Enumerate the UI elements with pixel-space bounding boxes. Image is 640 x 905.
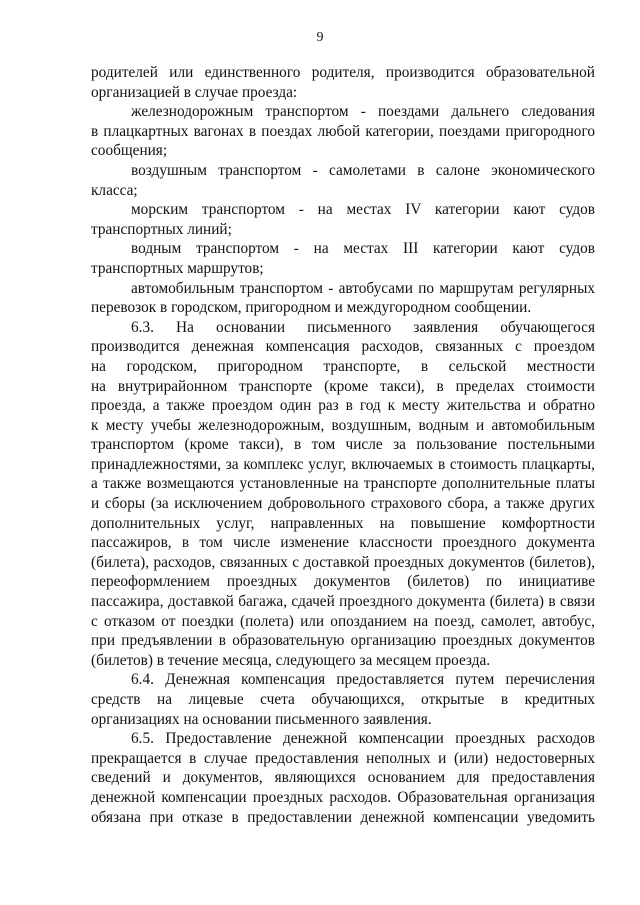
text-line: с отказом от поездки (полета) или опозданием на поезд, самолет, автобус, — [91, 612, 595, 630]
text-line: производится денежная компенсация расходов, связанных с проездом — [91, 338, 595, 356]
text-line: организацией в случае проезда: — [91, 83, 298, 101]
text-line: дополнительных услуг, направленных на повышение комфортности — [91, 514, 595, 532]
text-line: морским транспортом - на местах IV категории кают судов — [131, 201, 595, 219]
text-line: денежной компенсации проездных расходов. Образовательная организация — [91, 788, 595, 806]
text-line: родителей или единственного родителя, производится образовательной — [91, 64, 595, 81]
text-line: в плацкартных вагонах в поездах любой категории, поездами пригородного — [91, 122, 595, 140]
text-line: водным транспортом - на местах III категории кают судов — [131, 240, 595, 258]
text-line: (билетов) в течение месяца, следующего за месяцем проезда. — [91, 651, 491, 669]
text-line: пассажира, доставкой багажа, сдачей проездного документа (билета) в связи — [91, 593, 595, 611]
text-line: класса; — [91, 181, 138, 199]
text-line: проезда, а также проездом один раз в год к месту жительства и обратно — [91, 397, 595, 415]
text-line: (билета), расходов, связанных с доставкой проездных документов (билетов), — [91, 553, 595, 571]
text-line: на городском, пригородном транспорте, в сельской местности — [91, 357, 595, 375]
text-line: транспортных маршрутов; — [91, 259, 264, 277]
text-line: на внутрирайонном транспорте (кроме такси), в пределах стоимости — [91, 377, 595, 395]
text-line: сведений и документов, являющихся основанием для предоставления — [91, 769, 595, 787]
text-line: а также возмещаются установленные на транспорте дополнительные платы — [91, 475, 595, 493]
text-line: перевозок в городском, пригородном и междугородном сообщении. — [91, 299, 532, 317]
document-body — [91, 63, 595, 827]
page-number: 9 — [316, 30, 324, 45]
text-line: пассажиров, в том числе изменение классности проездного документа — [91, 534, 595, 552]
text-line: 6.5. Предоставление денежной компенсации проездных расходов — [131, 730, 595, 748]
text-line: обязана при отказе в предоставлении денежной компенсации уведомить — [91, 808, 595, 826]
text-line: железнодорожным транспортом - поездами дальнего следования — [131, 103, 595, 121]
text-line: и сборы (за исключением добровольного страхового сбора, а также других — [91, 495, 595, 513]
text-line: воздушным транспортом - самолетами в салоне экономического — [131, 161, 595, 179]
text-line: переоформлением проездных документов (билетов) по инициативе — [91, 573, 595, 591]
text-line: при предъявлении в образовательную организацию проездных документов — [91, 632, 595, 650]
text-line: средств на лицевые счета обучающихся, открытые в кредитных — [91, 691, 595, 708]
text-line: сообщения; — [91, 142, 168, 160]
text-line: транспортных линий; — [91, 220, 232, 238]
text-line: прекращается в случае предоставления неполных и (или) недостоверных — [91, 749, 595, 767]
text-line: транспортом (кроме такси), в том числе за пользование постельными — [91, 436, 595, 454]
text-line: организациях на основании письменного заявления. — [91, 710, 432, 728]
text-line: автомобильным транспортом - автобусами по маршрутам регулярных — [131, 279, 595, 297]
text-line: к месту учебы железнодорожным, воздушным, водным и автомобильным — [91, 416, 595, 434]
text-line: принадлежностями, за комплекс услуг, включаемых в стоимость плацкарты, — [91, 455, 595, 473]
text-line: 6.3. На основании письменного заявления обучающегося — [131, 318, 595, 336]
text-line: 6.4. Денежная компенсация предоставляется путем перечисления — [131, 671, 595, 689]
